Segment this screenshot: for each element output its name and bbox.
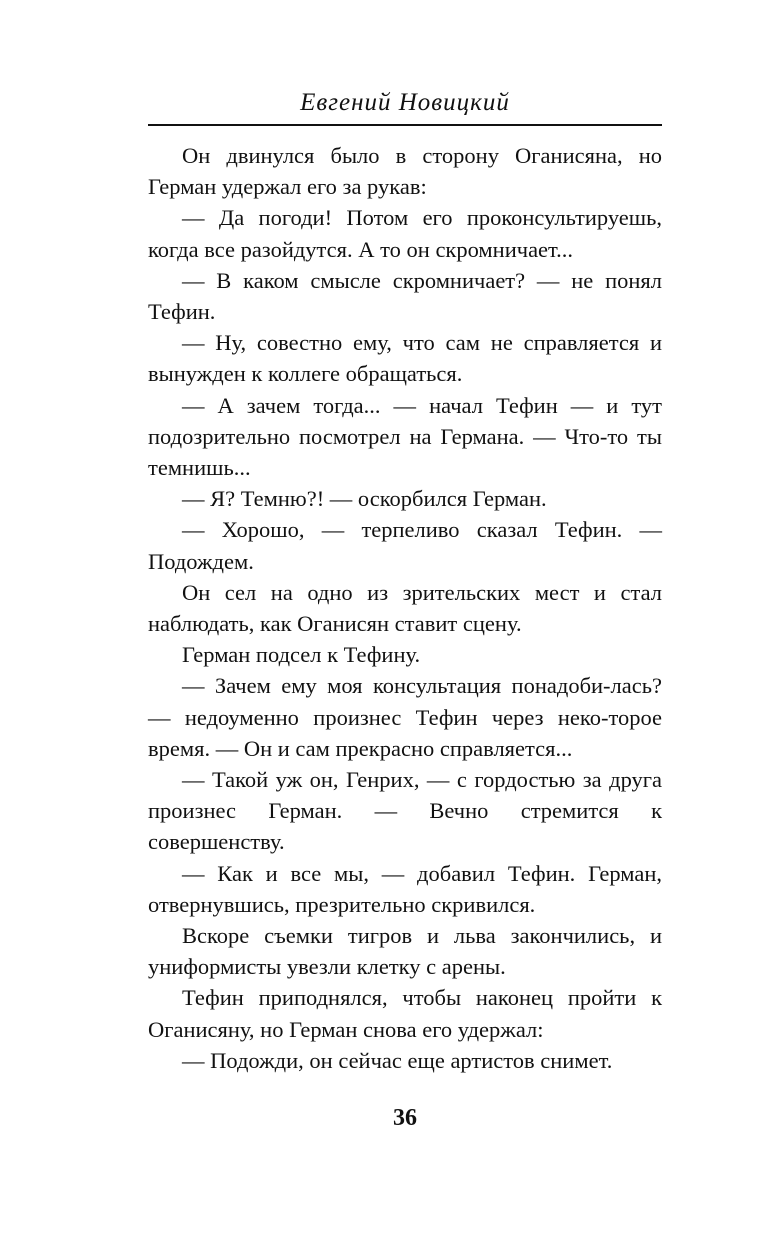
running-head-author: Евгений Новицкий [300,89,510,116]
paragraph: — А зачем тогда... — начал Тефин — и тут подозрительно посмотрел на Германа. — Что-то ты темнишь... [148,392,662,481]
body-text [148,140,662,1076]
paragraph: — Как и все мы, — добавил Тефин. Герман, отвернувшись, презрительно скривился. [148,860,662,917]
paragraph: — В каком смысле скромничает? — не понял Тефин. [148,267,662,325]
paragraph: — Хорошо, — терпеливо сказал Тефин. — Подождем. [148,517,662,574]
paragraph: — Ну, совестно ему, что сам не справляется и вынужден к коллеге обращаться. [148,330,662,387]
book-page [148,88,662,1076]
paragraph: Он двинулся было в сторону Оганисяна, но Герман удержал его за рукав: [148,143,662,200]
paragraph: — Такой уж он, Генрих, — с гордостью за друга произнес Герман. — Вечно стремится к совершенству. [148,767,662,855]
paragraph: — Я? Темню?! — оскорбился Герман. [182,486,547,512]
paragraph: Вскоре съемки тигров и льва закончились, и униформисты увезли клетку с арены. [148,923,662,980]
paragraph: — Да погоди! Потом его проконсультируешь, когда все разойдутся. А то он скромничает... [148,205,662,262]
paragraph: Герман подсел к Тефину. [182,642,421,668]
page-number: 36 [393,1105,417,1131]
header-rule [148,124,662,126]
paragraph: — Подожди, он сейчас еще артистов снимет. [182,1047,613,1073]
paragraph: Он сел на одно из зрительских мест и стал наблюдать, как Оганисян ставит сцену. [148,579,662,637]
paragraph: — Зачем ему моя консультация понадоби-лась? — недоуменно произнес Тефин через неко-торое время. — Он и сам прекрасно справляется... [148,673,662,761]
paragraph: Тефин приподнялся, чтобы наконец пройти к Оганисяну, но Герман снова его удержал: [148,985,662,1042]
